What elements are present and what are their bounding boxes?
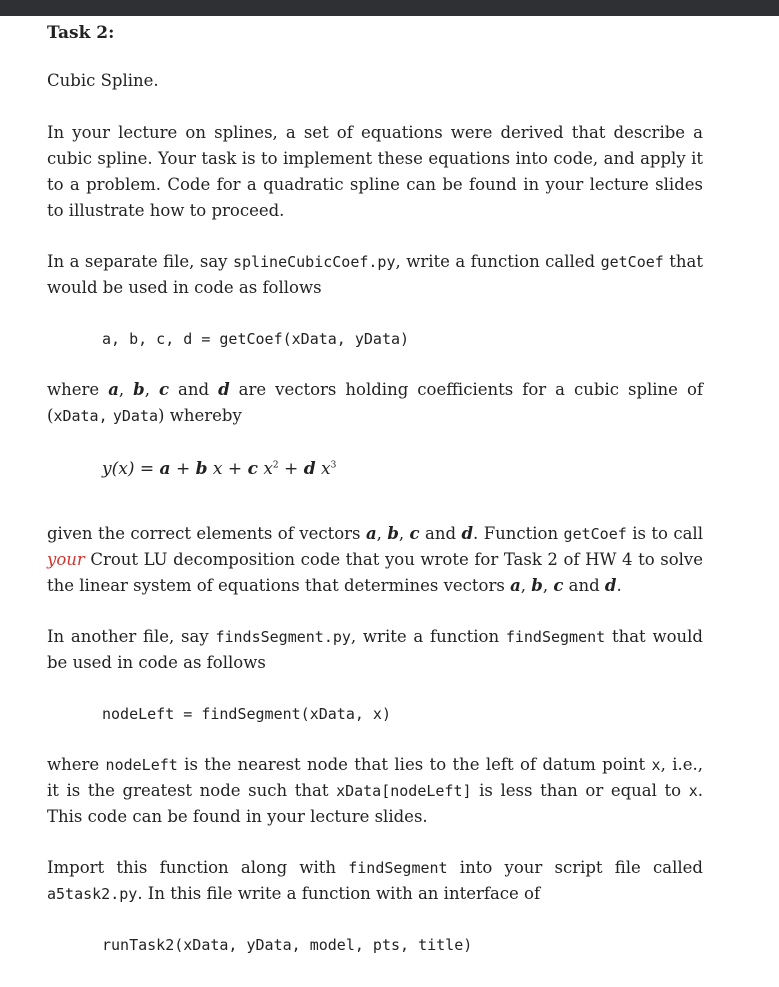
spline-equation: y(x) = a + b x + c $x^2 + d$ $x^3$ <box>102 459 337 479</box>
filename-spline: splineCubicCoef.py <box>232 253 396 271</box>
code-runtask2: runTask2(xData, yData, model, pts, title) <box>102 936 473 954</box>
top-bar <box>0 0 779 16</box>
import-paragraph: Import this function along with findSegment into your script file called a5task2.py. In this file write a function with an interface of <box>47 858 703 903</box>
intro-paragraph: In your lecture on splines, a set of equations were derived that describe a cubic spline. Your task is to implement these equations into code, and apply it to a problem. Code for a quadratic spline can be found in your lecture slides to illustrate how to proceed. <box>47 123 703 220</box>
code-findsegment: nodeLeft = findSegment(xData, x) <box>102 705 391 723</box>
crout-paragraph: given the correct elements of vectors a, b, c and d. Function getCoef is to call your Crout LU decomposition code that you wrote for Task 2 of HW 4 to solve the linear system of equations that determines vectors a, b, c and d. <box>47 524 703 595</box>
coef-description: where a, b, c and d are vectors holding coefficients for a cubic spline of (xData, yData) whereby <box>47 380 703 425</box>
task-heading: Task 2: <box>47 23 115 43</box>
findsegment-paragraph: In another file, say findsSegment.py, write a function findSegment that would be used in code as follows <box>47 627 703 672</box>
function-name: getCoef <box>600 253 664 271</box>
section-title: Cubic Spline. <box>47 71 159 90</box>
nodeleft-paragraph: where nodeLeft is the nearest node that lies to the left of datum point x, i.e., it is the greatest node such that xData[nodeLeft] is less than or equal to x. This code can be found in your lecture slides. <box>47 755 703 826</box>
getcoef-paragraph: In a separate file, say splineCubicCoef.py, write a function called getCoef that would be used in code as follows <box>47 252 703 297</box>
code-getcoef: a, b, c, d = getCoef(xData, yData) <box>102 330 410 348</box>
emphasis-your: your <box>47 550 85 569</box>
